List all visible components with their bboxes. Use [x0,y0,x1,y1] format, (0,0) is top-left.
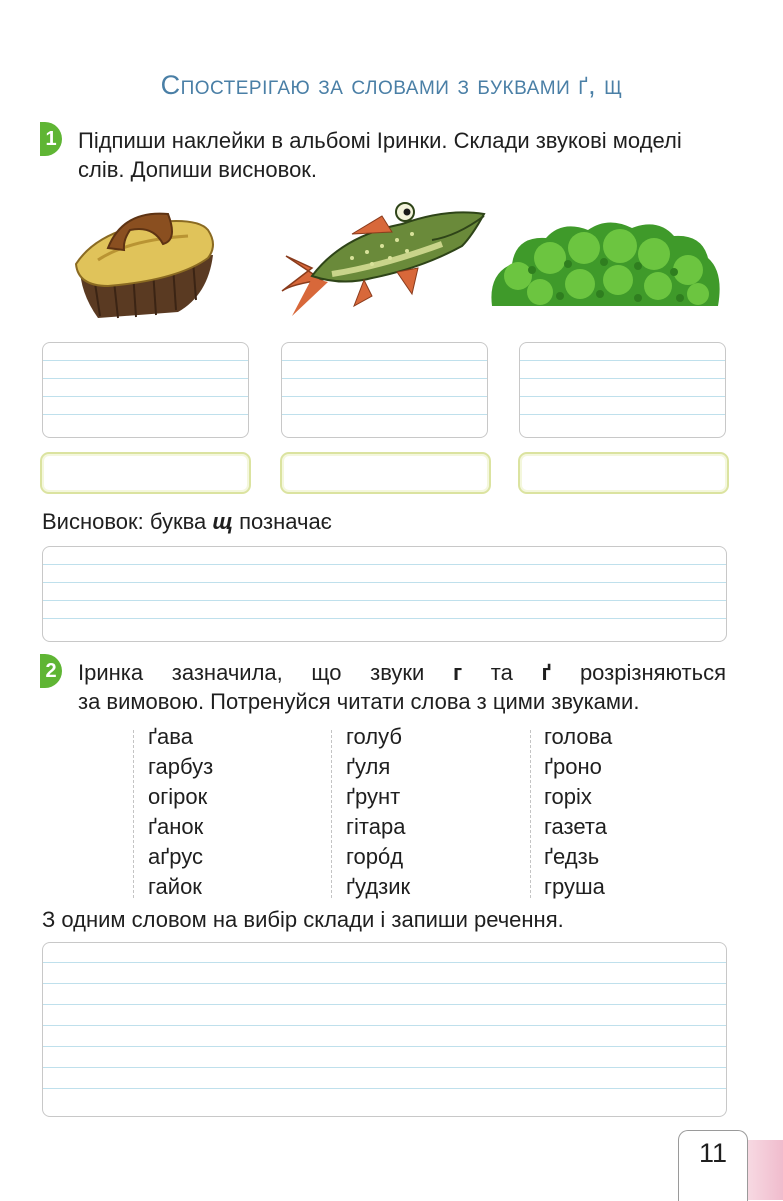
word: голова [544,724,613,749]
page-title: Спостерігаю за словами з буквами ґ, щ [160,70,623,100]
word: горóд [346,844,404,869]
word: груша [544,874,605,899]
word: огірок [148,784,208,809]
word: гарбуз [148,754,214,779]
task-2-line-1-end: розрізняються [551,660,726,685]
bush-icon [488,214,724,310]
task-1-line-2: слів. Допиши висновок. [78,157,318,182]
task-2-line-2: за вимовою. Потренуйся читати слова з цими звуками. [78,689,640,714]
label-box-3[interactable] [518,452,729,494]
task-2-line-1 [78,658,726,687]
sentence-writing-box[interactable] [42,942,727,1117]
word: горіх [544,784,592,809]
sound-model-box-1[interactable] [42,342,249,438]
word: ґанок [148,814,204,839]
word: аґрус [148,844,204,869]
task-1-line-1: Підпиши наклейки в альбомі Іринки. Склади звукові моделі [78,128,682,153]
task-2-line-1-mid: та [462,660,542,685]
fish-icon [272,196,492,331]
reading-arrow-1 [133,730,134,898]
word: голуб [346,724,402,749]
reading-arrow-2 [331,730,332,898]
word: ґедзь [544,844,600,869]
page-edge-decoration [748,1140,783,1200]
word: газета [544,814,607,839]
word: ґроно [544,754,602,779]
conclusion-text [42,507,332,536]
reading-arrow-3 [530,730,531,898]
word: ґава [148,724,193,749]
word: гітара [346,814,406,839]
word: ґуля [346,754,391,779]
task-2-badge: 2 [40,654,62,688]
sound-g-letter: г [452,660,463,685]
label-box-1[interactable] [40,452,251,494]
conclusion-prefix: Висновок: буква [42,509,213,534]
word: гайок [148,874,202,899]
sound-ghe-letter: ґ [541,660,552,685]
word-column-3 [544,722,612,902]
task-2-line-1-start: Іринка зазначила, що звуки [78,660,453,685]
conclusion-suffix: позначає [232,509,332,534]
page-number: 11 [678,1130,748,1201]
sound-model-box-3[interactable] [519,342,726,438]
word: ґудзик [346,874,411,899]
sentence-instruction: З одним словом на вибір склади і запиши речення. [42,907,564,932]
word: ґрунт [346,784,401,809]
label-box-2[interactable] [280,452,491,494]
task-1-text [78,126,738,184]
word-column-2 [346,722,410,902]
conclusion-letter: щ [212,509,233,534]
sound-model-box-2[interactable] [281,342,488,438]
task-1-badge: 1 [40,122,62,156]
task-2-text [78,658,726,716]
brush-icon [68,200,218,328]
word-column-1 [148,722,213,902]
conclusion-writing-box[interactable] [42,546,727,642]
